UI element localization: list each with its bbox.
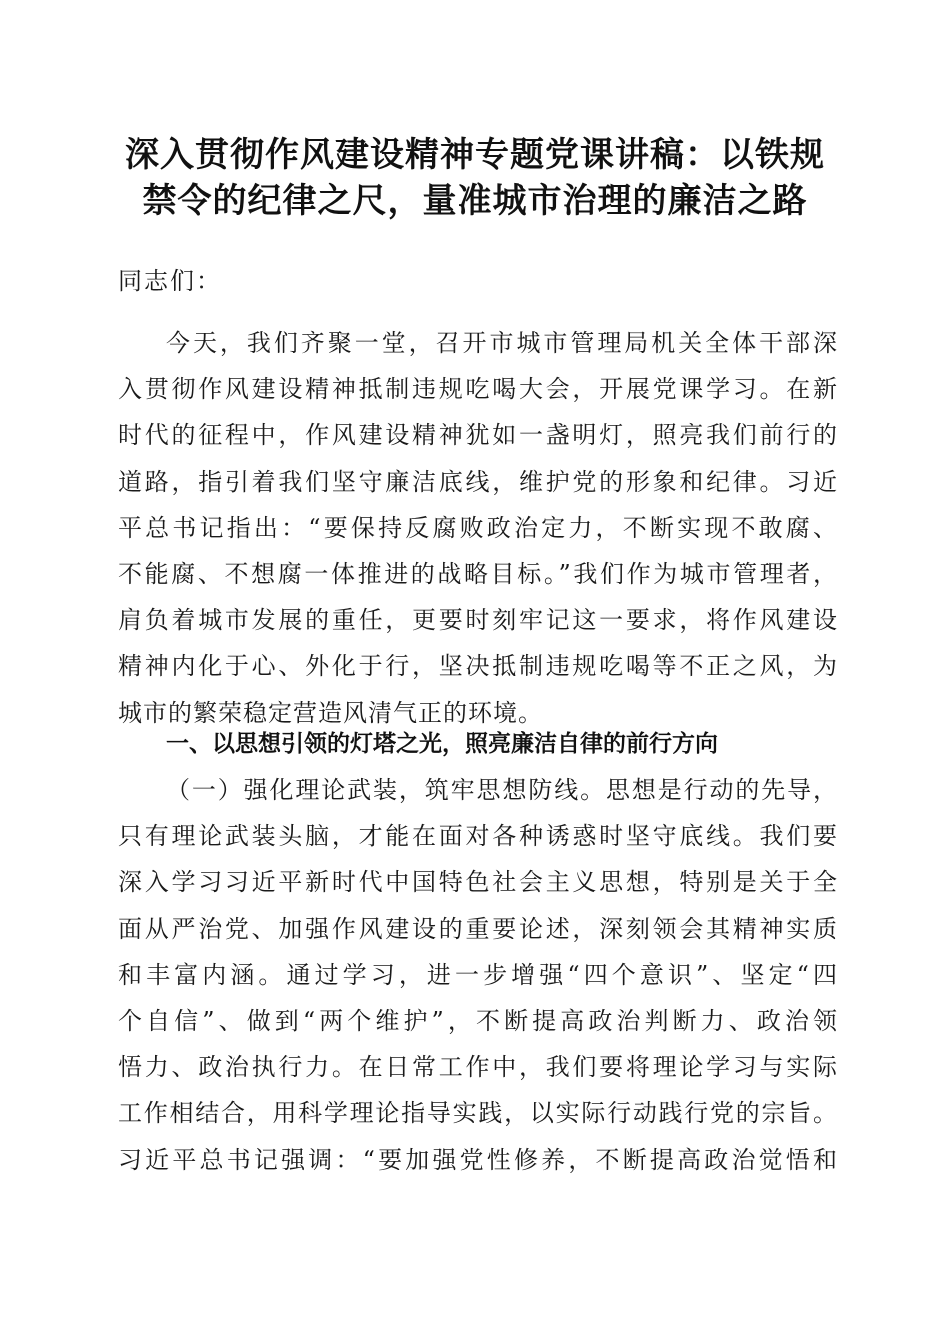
paragraph-line: 不能腐、不想腐一体推进的战略目标。”我们作为城市管理者， bbox=[118, 559, 838, 588]
title-line-2: 禁令的纪律之尺，量准城市治理的廉洁之路 bbox=[142, 181, 808, 221]
paragraph-line: 肩负着城市发展的重任，更要时刻牢记这一要求，将作风建设 bbox=[118, 606, 838, 635]
paragraph-line: 精神内化于心、外化于行，坚决抵制违规吃喝等不正之风，为 bbox=[118, 652, 838, 681]
document-title bbox=[100, 132, 850, 224]
paragraph-line: 和丰富内涵。通过学习，进一步增强“四个意识”、坚定“四 bbox=[118, 960, 838, 989]
title-line-1: 深入贯彻作风建设精神专题党课讲稿：以铁规 bbox=[125, 135, 825, 175]
paragraph-line: 悟力、政治执行力。在日常工作中，我们要将理论学习与实际 bbox=[118, 1053, 838, 1082]
section-heading: 一、以思想引领的灯塔之光，照亮廉洁自律的前行方向 bbox=[166, 731, 718, 757]
paragraph-line: 工作相结合，用科学理论指导实践，以实际行动践行党的宗旨。 bbox=[118, 1099, 838, 1128]
section-paragraph bbox=[118, 767, 838, 1183]
paragraph-line: 面从严治党、加强作风建设的重要论述，深刻领会其精神实质 bbox=[118, 914, 838, 943]
paragraph-line: 习近平总书记强调：“要加强党性修养，不断提高政治觉悟和 bbox=[118, 1145, 838, 1174]
intro-paragraph bbox=[118, 320, 838, 736]
paragraph-line: 平总书记指出：“要保持反腐败政治定力，不断实现不敢腐、 bbox=[118, 513, 838, 542]
paragraph-line: 城市的繁荣稳定营造风清气正的环境。 bbox=[118, 698, 543, 727]
paragraph-line: 深入学习习近平新时代中国特色社会主义思想，特别是关于全 bbox=[118, 868, 838, 897]
paragraph-line: 只有理论武装头脑，才能在面对各种诱惑时坚守底线。我们要 bbox=[118, 822, 838, 851]
paragraph-line: （一）强化理论武装，筑牢思想防线。思想是行动的先导， bbox=[166, 776, 838, 804]
paragraph-line: 今天，我们齐聚一堂，召开市城市管理局机关全体干部深 bbox=[166, 329, 838, 357]
paragraph-line: 时代的征程中，作风建设精神犹如一盏明灯，照亮我们前行的 bbox=[118, 421, 838, 450]
paragraph-line: 个自信”、做到“两个维护”，不断提高政治判断力、政治领 bbox=[118, 1006, 838, 1035]
paragraph-line: 入贯彻作风建设精神抵制违规吃喝大会，开展党课学习。在新 bbox=[118, 375, 838, 404]
salutation: 同志们： bbox=[118, 267, 222, 295]
paragraph-line: 道路，指引着我们坚守廉洁底线，维护党的形象和纪律。习近 bbox=[118, 467, 838, 496]
